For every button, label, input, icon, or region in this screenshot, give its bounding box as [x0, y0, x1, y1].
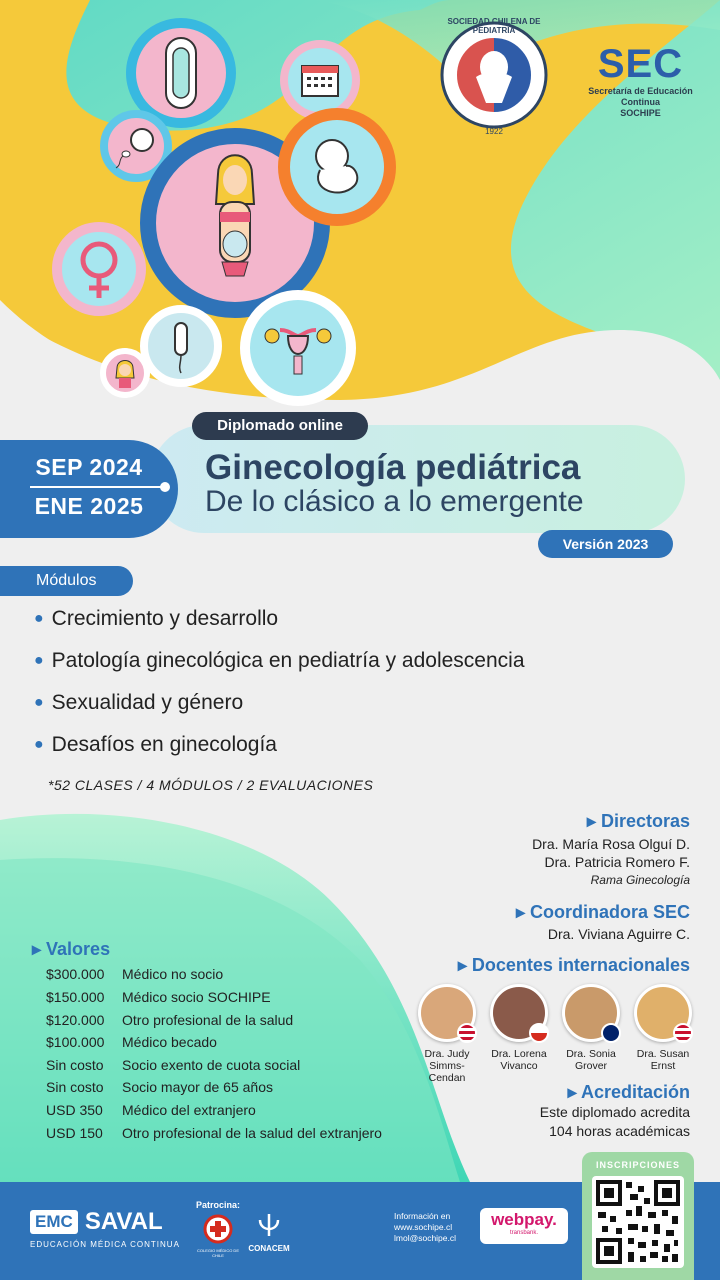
sanitary-pad-icon: [136, 28, 226, 118]
price-value: Sin costo: [46, 1057, 104, 1073]
conacem-logo: [244, 1212, 294, 1253]
emc-subtitle: EDUCACIÓN MÉDICA CONTINUA: [30, 1240, 180, 1249]
acreditacion-line: 104 horas académicas: [549, 1123, 690, 1139]
module-item: [34, 733, 277, 757]
bullet-icon: ●: [34, 652, 44, 669]
inscripciones-label: INSCRIPCIONES: [595, 1160, 680, 1170]
valores-heading: ▸ Valores: [32, 939, 111, 959]
colegio-medico-logo: [196, 1214, 240, 1258]
sochipe-logo-text: SOCIEDAD CHILENA DE PEDIATRIA: [447, 17, 541, 35]
girl-icon: [106, 354, 144, 392]
conacem-label: CONACEM: [248, 1244, 290, 1253]
saval-word: SAVAL: [84, 1208, 163, 1235]
acreditacion-heading: ▸ Acreditación: [567, 1082, 690, 1102]
sochipe-year: 1922: [485, 127, 503, 136]
price-row: [46, 1057, 300, 1073]
patrocina-label: Patrocina:: [196, 1200, 241, 1210]
directora-name: Dra. María Rosa Olguí D.: [532, 836, 690, 852]
email-link[interactable]: lmol@sochipe.cl: [394, 1233, 457, 1243]
date-end: ENE 2025: [34, 493, 144, 519]
docente-card: [484, 984, 554, 1072]
emc-saval-logo: [30, 1208, 163, 1236]
docente-name: Dra. Sonia Grover: [566, 1048, 616, 1072]
date-box: [0, 440, 178, 538]
price-row: [46, 1034, 217, 1050]
price-row: [46, 1102, 256, 1118]
emc-badge: EMC: [30, 1210, 78, 1234]
conacem-icon: [252, 1212, 286, 1240]
price-desc: Socio mayor de 65 años: [122, 1079, 273, 1095]
contact-info: [394, 1211, 456, 1244]
price-desc: Otro profesional de la salud del extranjero: [122, 1125, 382, 1141]
fetus-icon-circle: [278, 108, 396, 226]
docentes-heading: ▸ Docentes internacionales: [457, 955, 690, 975]
chile-flag-icon: [529, 1023, 549, 1043]
webpay-label: webpay.: [491, 1210, 557, 1229]
docente-card: [412, 984, 482, 1084]
module-item-label: Sexualidad y género: [51, 691, 244, 714]
avatar: [634, 984, 692, 1042]
directora-name: Dra. Patricia Romero F.: [544, 854, 690, 870]
female-symbol-circle: [52, 222, 146, 316]
sec-logo-org: SOCHIPE: [620, 108, 661, 118]
price-value: $120.000: [46, 1012, 105, 1028]
webpay-badge[interactable]: [480, 1208, 568, 1244]
price-desc: Médico becado: [122, 1034, 217, 1050]
diplomado-badge: Diplomado online: [192, 412, 368, 440]
date-divider-dot: [160, 482, 170, 492]
price-desc: Médico del extranjero: [122, 1102, 256, 1118]
usa-flag-icon: [457, 1023, 477, 1043]
modules-note: *52 CLASES / 4 MÓDULOS / 2 EVALUACIONES: [48, 777, 374, 793]
docente-name: Dra. Judy Simms-Cendan: [424, 1048, 470, 1084]
bullet-icon: ●: [34, 694, 44, 711]
docente-name: Dra. Susan Ernst: [636, 1048, 690, 1072]
sec-logo-subtitle: Secretaría de Educación Continua: [588, 86, 693, 107]
version-badge: Versión 2023: [538, 530, 673, 558]
uterus-icon: [250, 300, 346, 396]
inscripciones-box[interactable]: [582, 1152, 694, 1280]
price-row: [46, 1079, 273, 1095]
date-divider: [30, 486, 162, 488]
price-row: [46, 966, 223, 982]
avatar: [418, 984, 476, 1042]
page-title: Ginecología pediátrica: [205, 448, 581, 487]
price-value: $300.000: [46, 966, 105, 982]
girl-icon-circle: [100, 348, 150, 398]
australia-flag-icon: [601, 1023, 621, 1043]
price-desc: Médico socio SOCHIPE: [122, 989, 271, 1005]
avatar: [490, 984, 548, 1042]
module-item-label: Patología ginecológica en pediatría y adolescencia: [51, 649, 525, 672]
bullet-icon: ●: [34, 736, 44, 753]
docente-name: Dra. Lorena Vivanco: [491, 1048, 547, 1072]
qr-code-icon: [592, 1176, 684, 1268]
coordinadora-heading: ▸ Coordinadora SEC: [515, 902, 690, 922]
price-value: USD 150: [46, 1125, 103, 1141]
price-row: [46, 1125, 382, 1141]
module-item: [34, 691, 243, 715]
uterus-icon-circle: [240, 290, 356, 406]
usa-flag-icon: [673, 1023, 693, 1043]
module-item: [34, 649, 525, 673]
price-desc: Otro profesional de la salud: [122, 1012, 294, 1028]
calendar-icon-circle: [280, 40, 360, 120]
price-value: USD 350: [46, 1102, 103, 1118]
directoras-heading: ▸ Directoras: [586, 811, 690, 831]
modulos-label: Módulos: [0, 566, 133, 596]
sochipe-logo: [440, 15, 548, 143]
price-value: Sin costo: [46, 1079, 104, 1095]
colegio-medico-label: COLEGIO MÉDICO DE CHILE: [196, 1248, 239, 1258]
tampon-icon-circle: [140, 305, 222, 387]
price-value: $150.000: [46, 989, 105, 1005]
module-item-label: Desafíos en ginecología: [51, 733, 277, 756]
docente-card: [556, 984, 626, 1072]
avatar: [562, 984, 620, 1042]
directoras-note: Rama Ginecología: [590, 873, 690, 887]
sec-logo-word: SEC: [597, 42, 684, 86]
calendar-icon: [288, 48, 352, 112]
acreditacion-line: Este diplomado acredita: [539, 1104, 690, 1120]
page-subtitle: De lo clásico a lo emergente: [205, 485, 584, 518]
fetus-icon: [290, 120, 384, 214]
sec-logo: [578, 42, 703, 119]
colegio-medico-icon: [203, 1214, 233, 1244]
qr-code[interactable]: [592, 1176, 684, 1268]
bullet-icon: ●: [34, 610, 44, 627]
female-symbol-icon: [62, 232, 136, 306]
coordinadora-name: Dra. Viviana Aguirre C.: [547, 926, 690, 942]
module-item-label: Crecimiento y desarrollo: [51, 607, 279, 630]
price-desc: Médico no socio: [122, 966, 224, 982]
price-desc: Socio exento de cuota social: [122, 1057, 301, 1073]
tampon-icon: [148, 313, 214, 379]
price-row: [46, 989, 271, 1005]
transbank-label: transbank.: [509, 1230, 539, 1236]
website-link[interactable]: www.sochipe.cl: [394, 1222, 453, 1232]
date-start: SEP 2024: [35, 454, 143, 480]
info-label: Información en: [394, 1211, 451, 1221]
docente-card: [628, 984, 698, 1072]
price-row: [46, 1012, 293, 1028]
price-value: $100.000: [46, 1034, 105, 1050]
module-item: [34, 607, 278, 631]
